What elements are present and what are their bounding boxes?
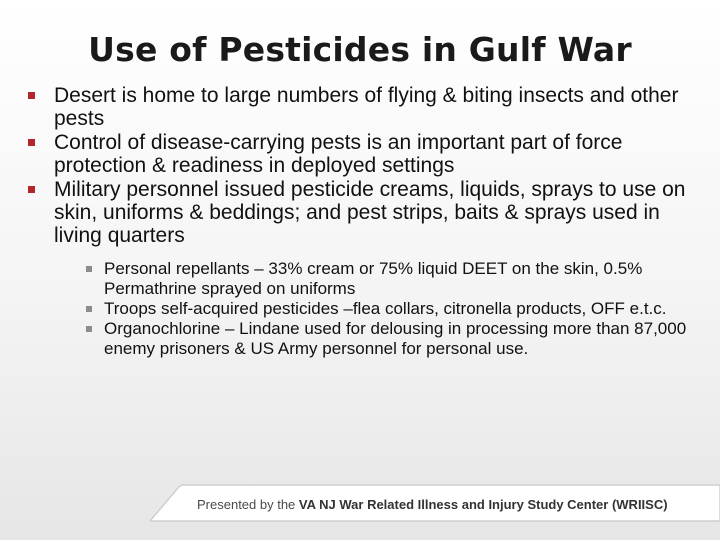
bullet-item xyxy=(24,178,704,247)
footer-org: VA NJ War Related Illness and Injury Study Center (WRIISC) xyxy=(298,497,668,512)
sub-bullet-item xyxy=(83,259,704,299)
bullet-item xyxy=(24,84,704,130)
sub-bullet-item xyxy=(83,299,704,319)
slide-content xyxy=(24,84,704,359)
sub-bullet-item xyxy=(83,319,704,359)
footer-prefix: Presented by the xyxy=(197,497,296,512)
sub-bullet-text: Personal repellants – 33% cream or 75% liquid DEET on the skin, 0.5% Permathrine sprayed on uniforms xyxy=(104,259,643,298)
footer-text xyxy=(197,497,668,512)
bullet-item xyxy=(24,131,704,177)
bullet-text: Desert is home to large numbers of flying & biting insects and other pests xyxy=(54,84,679,130)
sub-bullet-text: Organochlorine – Lindane used for delousing in processing more than 87,000 enemy prisoners & US Army personnel for personal use. xyxy=(104,319,687,358)
square-bullet-icon xyxy=(28,92,35,99)
sub-bullet-list xyxy=(83,259,704,359)
sub-bullet-text: Troops self-acquired pesticides –flea collars, citronella products, OFF e.t.c. xyxy=(104,299,667,318)
square-bullet-icon xyxy=(86,266,92,272)
square-bullet-icon xyxy=(86,306,92,312)
square-bullet-icon xyxy=(86,326,92,332)
bullet-text: Control of disease-carrying pests is an important part of force protection & readiness in deployed settings xyxy=(54,131,623,177)
square-bullet-icon xyxy=(28,139,35,146)
square-bullet-icon xyxy=(28,186,35,193)
bullet-text: Military personnel issued pesticide creams, liquids, sprays to use on skin, uniforms & beddings; and pest strips, baits & sprays used in living quarters xyxy=(54,178,686,247)
slide-title: Use of Pesticides in Gulf War xyxy=(88,30,632,69)
